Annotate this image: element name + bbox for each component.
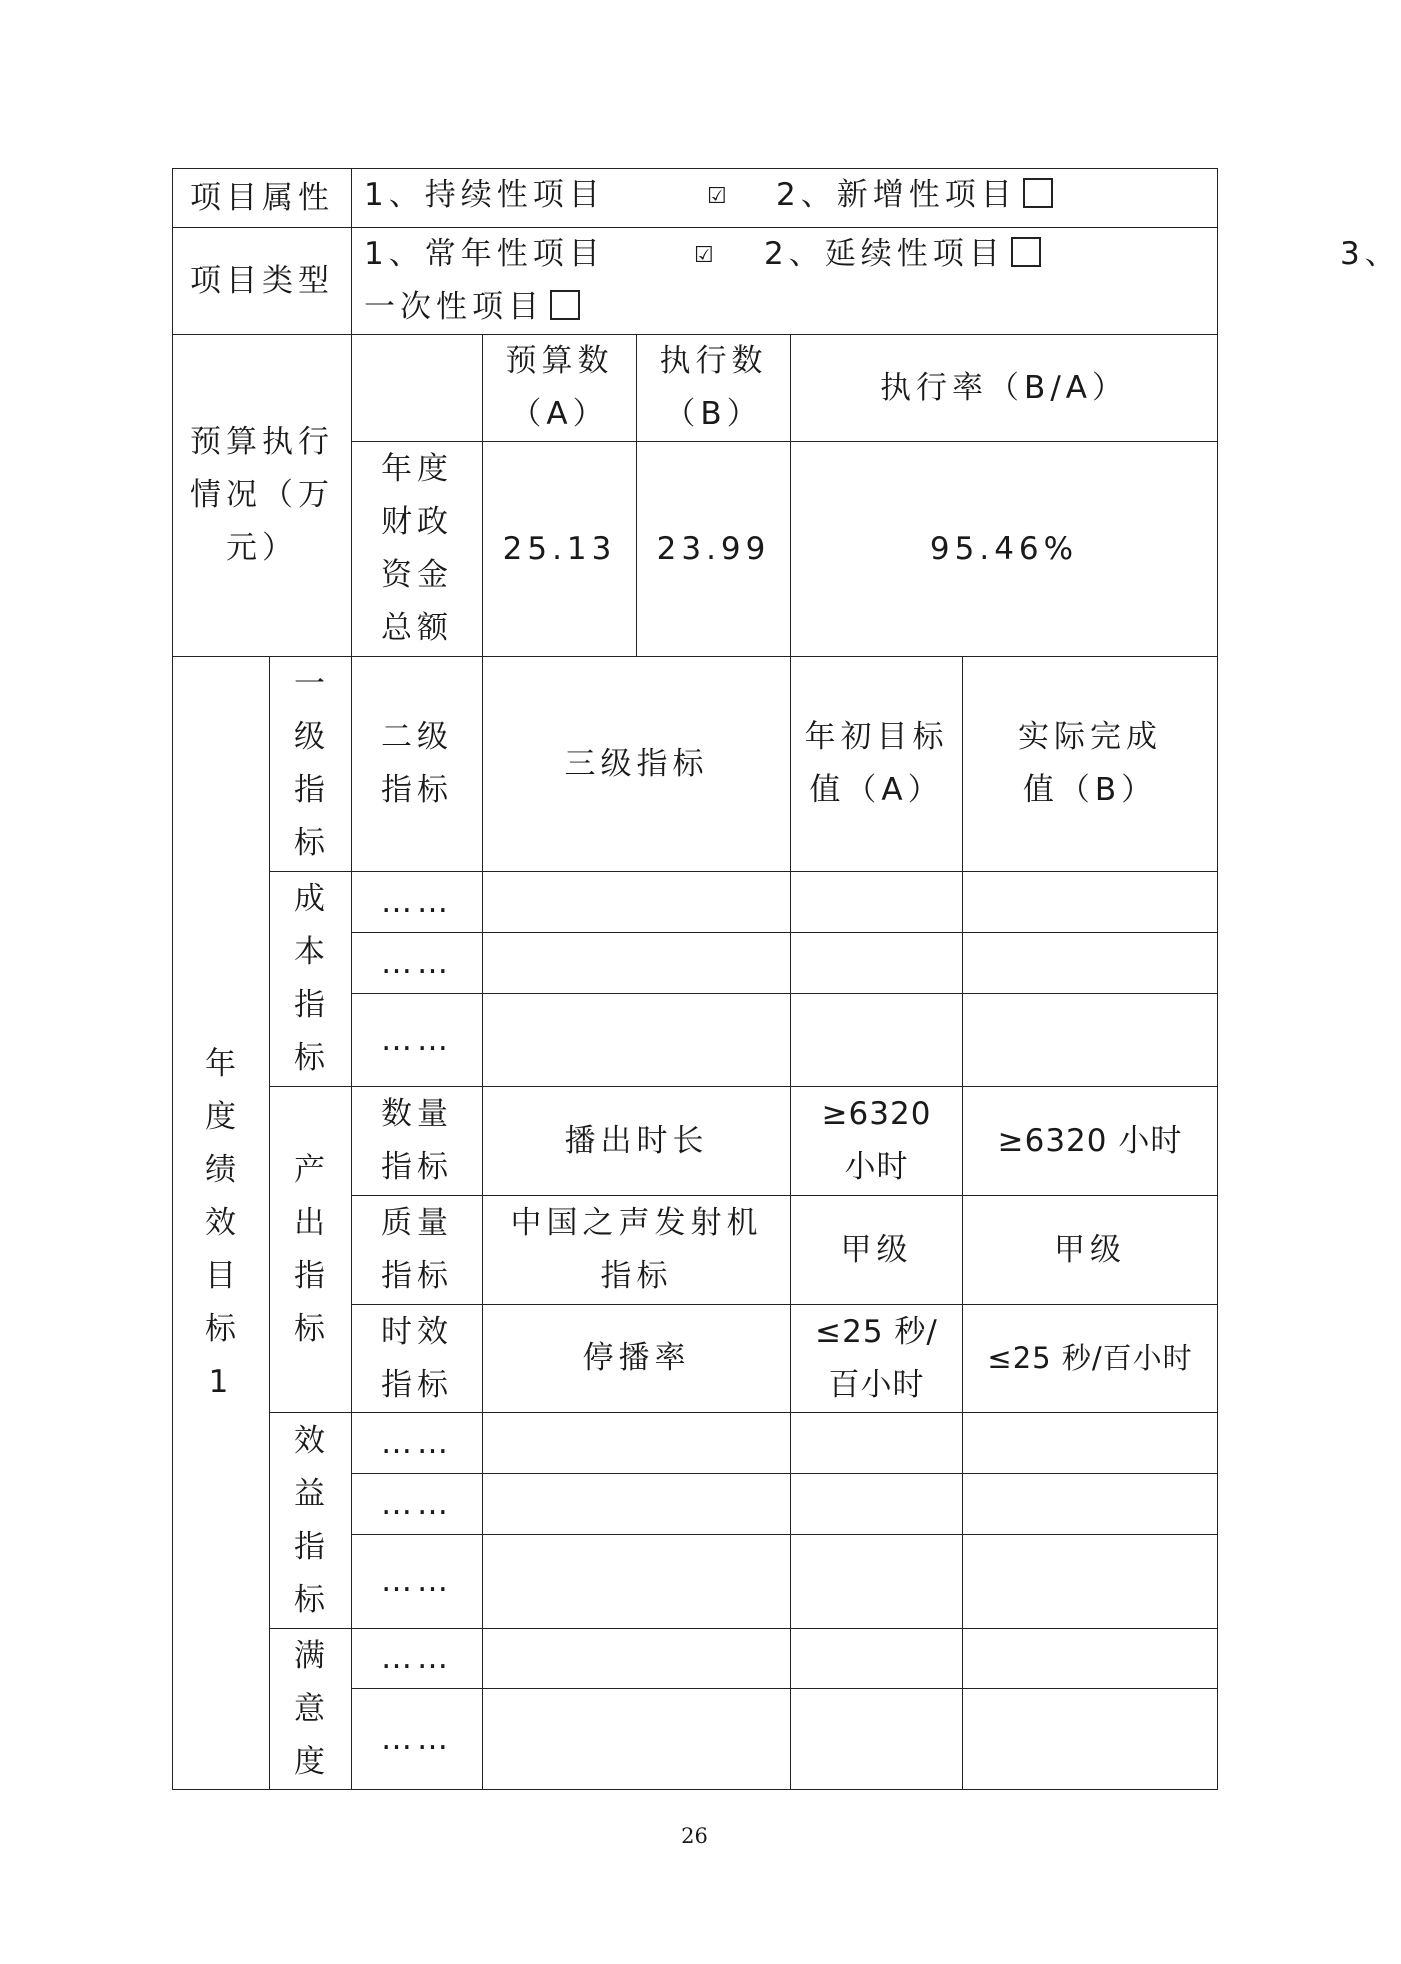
empty-cell	[483, 1689, 791, 1790]
indicator-header-row	[173, 657, 1218, 872]
empty-cell	[483, 872, 791, 933]
ellipsis-cell: ……	[352, 1474, 483, 1535]
quantity-row	[173, 1087, 1218, 1196]
empty-cell	[791, 933, 963, 994]
cost-row	[173, 872, 1218, 933]
quality-level2: 质量指标	[352, 1196, 483, 1305]
budget-header-row	[173, 335, 1218, 442]
annual-goal-label: 年度绩效目标1	[173, 657, 270, 1790]
header-level2: 二级指标	[352, 657, 483, 872]
quantity-target: ≥6320小时	[791, 1087, 963, 1196]
empty-cell	[791, 1474, 963, 1535]
quantity-actual: ≥6320 小时	[963, 1087, 1218, 1196]
quantity-level3: 播出时长	[483, 1087, 791, 1196]
empty-cell	[483, 1629, 791, 1689]
quantity-level2: 数量指标	[352, 1087, 483, 1196]
budget-row-label: 年度财政资金总额	[352, 442, 483, 657]
ellipsis-cell: ……	[352, 1689, 483, 1790]
empty-cell	[963, 1535, 1218, 1629]
budget-a-value: 25.13	[483, 442, 637, 657]
option-annual: 1、常年性项目	[364, 236, 605, 272]
timeliness-level3: 停播率	[483, 1305, 791, 1413]
empty-cell	[963, 1629, 1218, 1689]
option-onetime: 一次性项目	[364, 281, 580, 334]
benefit-indicator-label: 效益指标	[270, 1413, 352, 1629]
option-onetime-number: 3、	[1340, 236, 1401, 272]
option-new: 2、新增性项目	[776, 169, 1053, 222]
project-type-label: 项目类型	[173, 228, 352, 335]
empty-cell	[963, 872, 1218, 933]
empty-cell	[483, 1474, 791, 1535]
header-target: 年初目标值（A）	[791, 657, 963, 872]
quality-target: 甲级	[791, 1196, 963, 1305]
budget-empty-cell	[352, 335, 483, 442]
ellipsis-cell: ……	[352, 1413, 483, 1474]
quality-level3: 中国之声发射机指标	[483, 1196, 791, 1305]
empty-cell	[483, 1535, 791, 1629]
empty-cell	[963, 1689, 1218, 1790]
timeliness-level2: 时效指标	[352, 1305, 483, 1413]
project-type-row	[173, 228, 1218, 335]
empty-cell	[791, 1629, 963, 1689]
ellipsis-cell: ……	[352, 933, 483, 994]
project-attribute-row	[173, 169, 1218, 228]
project-attribute-options	[352, 169, 1218, 228]
output-indicator-label: 产出指标	[270, 1087, 352, 1413]
empty-cell	[963, 994, 1218, 1087]
page-number: 26	[681, 1824, 708, 1848]
ellipsis-cell: ……	[352, 1535, 483, 1629]
empty-cell	[791, 1413, 963, 1474]
empty-cell	[791, 1689, 963, 1790]
cost-indicator-label: 成本指标	[270, 872, 352, 1087]
empty-cell	[963, 933, 1218, 994]
empty-cell	[963, 1474, 1218, 1535]
empty-cell	[963, 1413, 1218, 1474]
benefit-row	[173, 1413, 1218, 1474]
budget-col-rate: 执行率（B/A）	[791, 335, 1218, 442]
checkbox-icon[interactable]	[1011, 237, 1041, 267]
empty-cell	[791, 872, 963, 933]
project-attribute-label: 项目属性	[173, 169, 352, 228]
header-level3: 三级指标	[483, 657, 791, 872]
empty-cell	[483, 994, 791, 1087]
option-extended: 2、延续性项目	[764, 228, 1041, 281]
budget-b-value: 23.99	[637, 442, 791, 657]
empty-cell	[791, 1535, 963, 1629]
option-continuing: 1、持续性项目	[364, 177, 605, 213]
checkbox-icon[interactable]	[1023, 178, 1053, 208]
performance-table	[172, 168, 1401, 1790]
budget-label: 预算执行情况（万元）	[173, 335, 352, 657]
satisfaction-indicator-label: 满意度	[270, 1629, 352, 1790]
checkbox-icon[interactable]	[550, 290, 580, 320]
budget-rate-value: 95.46%	[791, 442, 1218, 657]
budget-col-b: 执行数（B）	[637, 335, 791, 442]
timeliness-actual: ≤25 秒/百小时	[963, 1305, 1218, 1413]
ellipsis-cell: ……	[352, 1629, 483, 1689]
ellipsis-cell: ……	[352, 872, 483, 933]
header-level1: 一级指标	[270, 657, 352, 872]
ellipsis-cell: ……	[352, 994, 483, 1087]
timeliness-target: ≤25 秒/百小时	[791, 1305, 963, 1413]
empty-cell	[483, 933, 791, 994]
checked-box-icon[interactable]: ☑	[694, 243, 714, 268]
budget-col-a: 预算数（A）	[483, 335, 637, 442]
quality-actual: 甲级	[963, 1196, 1218, 1305]
empty-cell	[791, 994, 963, 1087]
empty-cell	[483, 1413, 791, 1474]
project-type-options	[352, 228, 1401, 335]
satisfaction-row	[173, 1629, 1218, 1689]
checked-box-icon[interactable]: ☑	[707, 184, 727, 209]
header-actual: 实际完成值（B）	[963, 657, 1218, 872]
